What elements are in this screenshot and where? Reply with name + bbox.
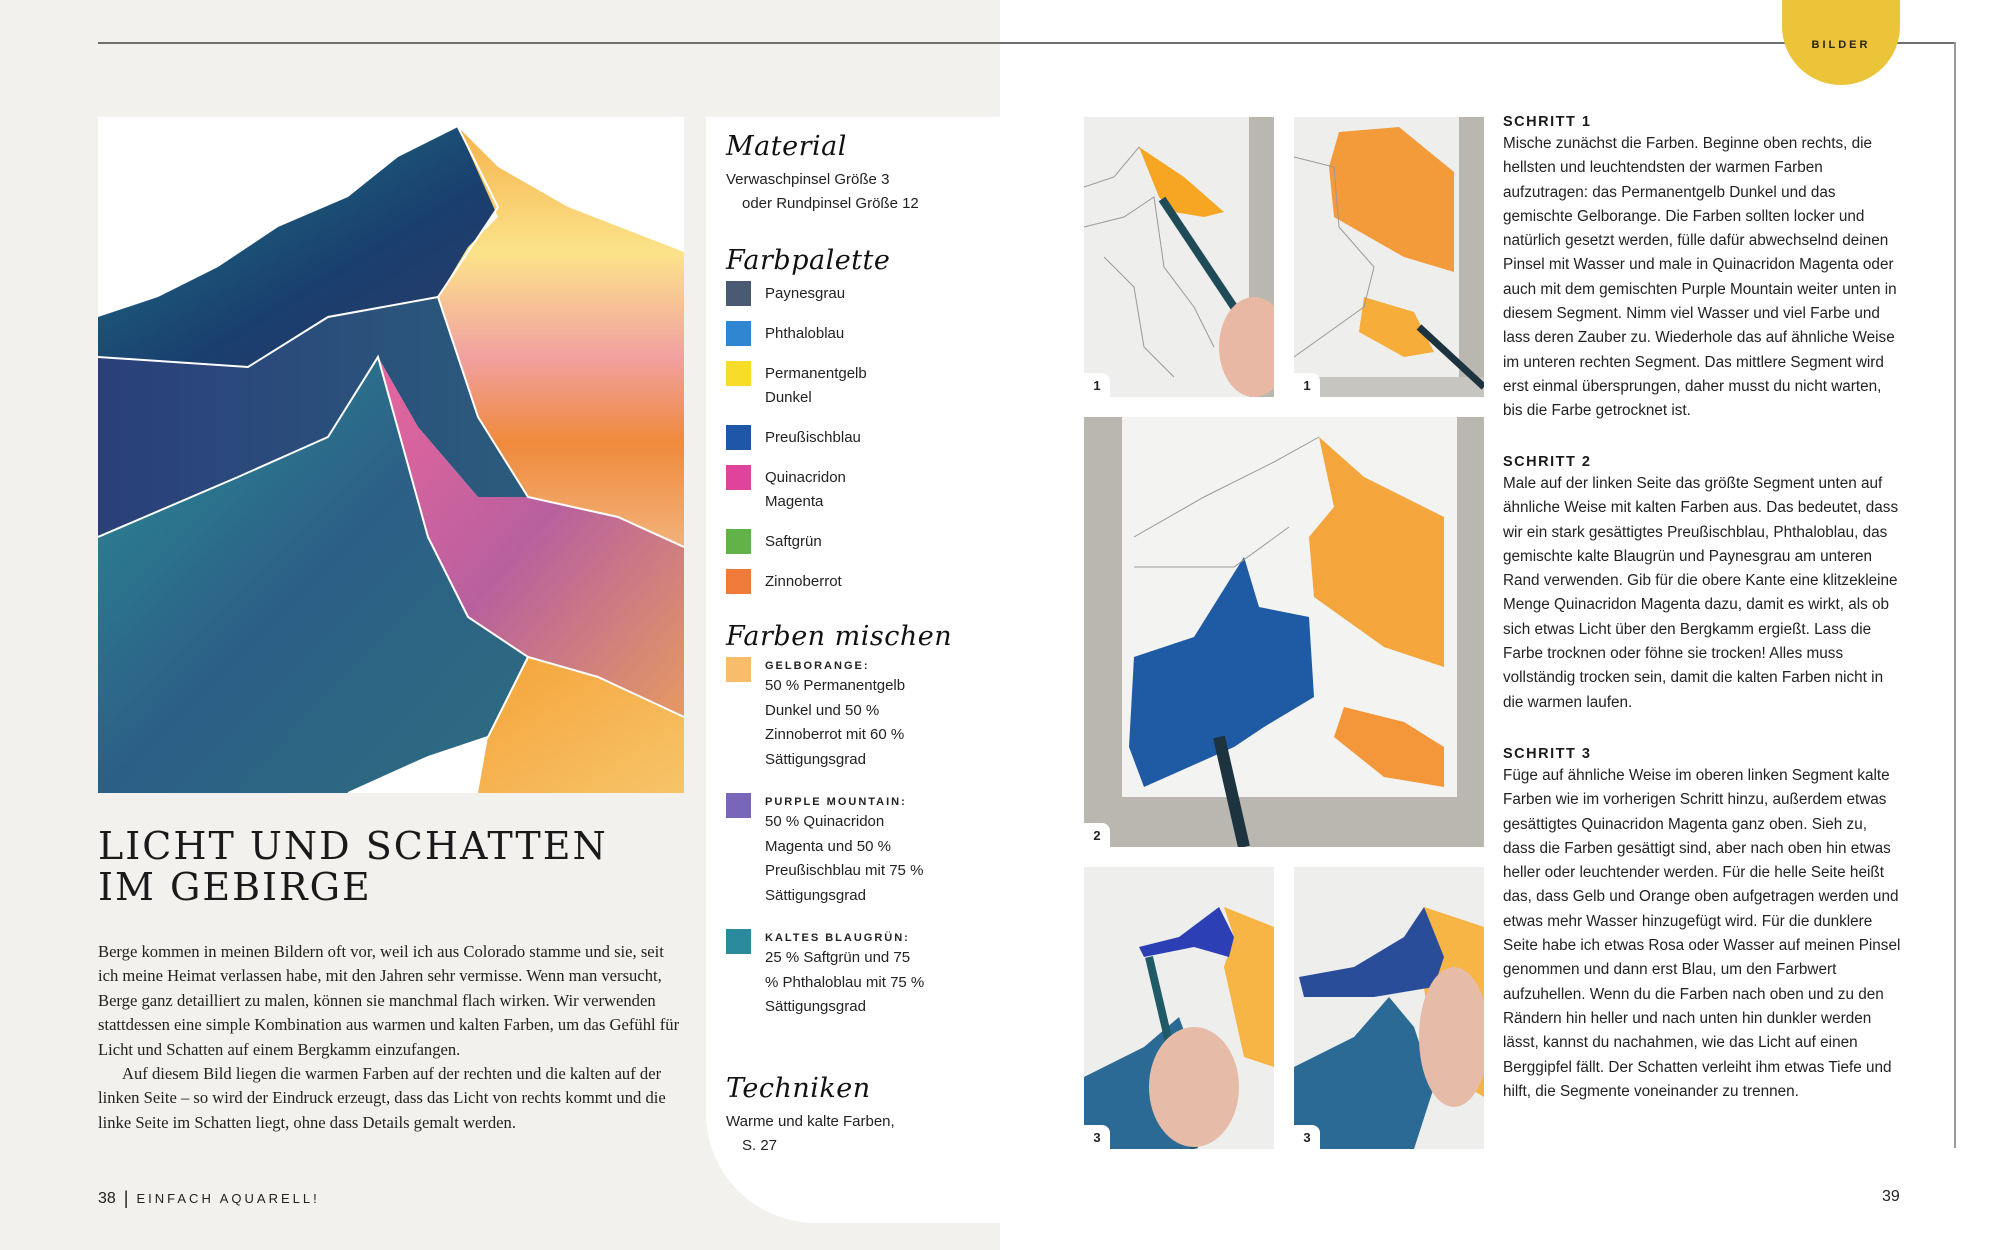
mountain-painting-image	[98, 117, 684, 793]
step-heading: SCHRITT 3	[1503, 746, 1592, 762]
color-swatch	[726, 657, 751, 682]
title-line-2: IM GEBIRGE	[98, 865, 372, 909]
material-section	[726, 131, 986, 216]
step-photo	[1084, 867, 1274, 1149]
step-photo	[1084, 417, 1484, 847]
step-text: Füge auf ähnliche Weise im oberen linken Segment kalte Farben wie im vorherigen Schritt hinzu, außerdem etwas gesättigtes Quinacridon Magenta ganz oben. Sieh zu, dass die Farben gesättigt sind, aber nach oben hin etwas heller oder leuchtender werden. Für die helle Seite heißt das, dass Gelb und Orange oben aufgetragen werden und etwas mehr Wasser hinzugefügt wird. Für die dunklere Seite habe ich etwas Rosa oder Wasser auf meinen Pinsel genommen und dann erst Blau, um den Farbwert aufzuhellen. Wenn du die Farben nach oben und zu den Rändern hin heller und nach unten hin dunkler werden lässt, kannst du nachahmen, wie das Licht auf einen Berggipfel fällt. Der Schatten verleiht ihm etwas Tiefe und hilft, die Segmente voneinander zu trennen.	[1503, 767, 1901, 1100]
material-heading: Material	[726, 131, 847, 162]
photo-step1a-image	[1084, 117, 1274, 397]
intro-paragraph: Berge kommen in meinen Bildern oft vor, weil ich aus Colorado stamme und sie, seit ich meine Heimat verlassen habe, mit den Jahren sehr vermisse. Wenn man versucht, Berge ganz detailliert zu malen, können sie manchmal flach wirken. Wir verwenden stattdessen eine simple Kombination aus warmen und kalten Farben, um das Gefühl für Licht und Schatten auf einem Bergkamm einzufangen.	[98, 942, 680, 1059]
step-photo	[1084, 117, 1274, 397]
top-rule	[98, 42, 1956, 44]
step-number-badge: 1	[1084, 373, 1110, 397]
mix-name: KALTES BLAUGRÜN:	[765, 932, 910, 944]
photo-step3a-image	[1084, 867, 1274, 1149]
color-name: Saftgrün	[765, 533, 822, 550]
mix-recipe: 50 % Quinacridon Magenta und 50 % Preußischblau mit 75 % Sättigungsgrad	[765, 813, 924, 904]
right-rule	[1954, 42, 1956, 1148]
palette-item	[726, 282, 986, 306]
color-swatch	[726, 465, 751, 490]
mixing-heading: Farben mischen	[726, 621, 953, 652]
mix-item	[726, 658, 986, 772]
techniques-page-ref: S. 27	[742, 1137, 778, 1154]
material-line-2: oder Rundpinsel Größe 12	[742, 195, 919, 212]
page-number-left: 38	[98, 1189, 116, 1207]
page-number-right: 39	[1882, 1188, 1900, 1205]
color-swatch	[726, 321, 751, 346]
intro-text	[98, 940, 683, 1135]
step-photo	[1294, 117, 1484, 397]
photo-step2-image	[1084, 417, 1484, 847]
step-text: Mische zunächst die Farben. Beginne oben rechts, die hellsten und leuchtendsten der warmen Farben aufzutragen: das Permanentgelb Dunkel und das gemischte Gelborange. Die Farben sollten locker und natürlich gesetzt werden, fülle dafür abwechselnd deinen Pinsel mit Wasser und male in Quinacridon Magenta oder auch mit dem gemischten Purple Mountain weiter unten in diesem Segment. Nimm viel Wasser und viel Farbe und lass deren Zauber zu. Wiederhole das auf ähnliche Weise im unteren rechten Segment. Das mittlere Segment wird erst einmal übersprungen, daher musst du nicht warten, bis die Farbe getrocknet ist.	[1503, 135, 1897, 420]
color-name: Phthaloblau	[765, 325, 845, 342]
color-name: Quinacridon Magenta	[765, 469, 846, 510]
color-swatch	[726, 361, 751, 386]
step-number-badge: 3	[1084, 1125, 1110, 1149]
step-heading: SCHRITT 1	[1503, 114, 1592, 130]
techniques-heading: Techniken	[726, 1073, 871, 1104]
step-heading: SCHRITT 2	[1503, 454, 1592, 470]
step-1	[1503, 114, 1903, 424]
main-painting	[98, 117, 684, 793]
color-swatch	[726, 929, 751, 954]
page-title	[98, 826, 608, 908]
title-line-1: LICHT UND SCHATTEN	[98, 824, 608, 868]
mix-item	[726, 930, 986, 1020]
mix-recipe: 50 % Permanentgelb Dunkel und 50 % Zinnoberrot mit 60 % Sättigungsgrad	[765, 677, 906, 768]
palette-item	[726, 362, 986, 410]
mix-name: GELBORANGE:	[765, 660, 870, 672]
step-number-badge: 3	[1294, 1125, 1320, 1149]
step-photo	[1294, 867, 1484, 1149]
intro-paragraph: Auf diesem Bild liegen die warmen Farben auf der rechten und die kalten auf der linken Seite – so wird der Eindruck erzeugt, dass das Licht von rechts kommt und die linke Seite im Schatten liegt, ohne dass Details gemalt werden.	[98, 1064, 666, 1132]
palette-item	[726, 322, 986, 346]
step-2	[1503, 454, 1903, 715]
section-tab	[1782, 0, 1900, 85]
color-name: Preußischblau	[765, 429, 861, 446]
color-swatch	[726, 281, 751, 306]
palette-section	[726, 245, 986, 610]
color-name: Paynesgrau	[765, 285, 846, 302]
techniques-line-1: Warme und kalte Farben,	[726, 1113, 895, 1130]
color-swatch	[726, 569, 751, 594]
palette-heading: Farbpalette	[726, 245, 891, 276]
left-page-footer	[98, 1188, 320, 1209]
mix-name: PURPLE MOUNTAIN:	[765, 796, 907, 808]
step-number-badge: 2	[1084, 823, 1110, 847]
section-tab-label: BILDER	[1811, 39, 1871, 51]
palette-item	[726, 466, 986, 514]
material-line-1: Verwaschpinsel Größe 3	[726, 171, 890, 188]
palette-item	[726, 530, 986, 554]
book-title: EINFACH AQUARELL!	[136, 1191, 320, 1206]
step-number-badge: 1	[1294, 373, 1320, 397]
color-swatch	[726, 793, 751, 818]
mixing-section	[726, 621, 986, 1042]
info-sidebar	[706, 117, 1000, 1223]
step-3	[1503, 746, 1903, 1104]
color-swatch	[726, 425, 751, 450]
techniques-section	[726, 1073, 986, 1158]
color-name: Zinnoberrot	[765, 573, 842, 590]
photo-step1b-image	[1294, 117, 1484, 397]
step-text: Male auf der linken Seite das größte Segment unten auf ähnliche Weise mit kalten Farben aus. Das bedeutet, dass wir ein stark gesättigtes Preußischblau, Phthaloblau, das gemischte kalte Blaugrün und Paynesgrau am unteren Rand verwenden. Gib für die obere Kante eine klitzekleine Menge Quinacridon Magenta dazu, damit es wirkt, als ob sich etwas Licht über den Bergkamm ergießt. Lass die Farbe trocknen oder föhne sie trocken! Alles muss vollständig trocken sein, damit die kalten Farben nicht in die warmen laufen.	[1503, 475, 1899, 711]
palette-item	[726, 570, 986, 594]
mix-item	[726, 794, 986, 908]
mix-recipe: 25 % Saftgrün und 75 % Phthaloblau mit 75 % Sättigungsgrad	[765, 949, 925, 1015]
footer-separator: |	[123, 1188, 129, 1208]
color-swatch	[726, 529, 751, 554]
color-name: Permanentgelb Dunkel	[765, 365, 867, 406]
palette-item	[726, 426, 986, 450]
photo-step3b-image	[1294, 867, 1484, 1149]
